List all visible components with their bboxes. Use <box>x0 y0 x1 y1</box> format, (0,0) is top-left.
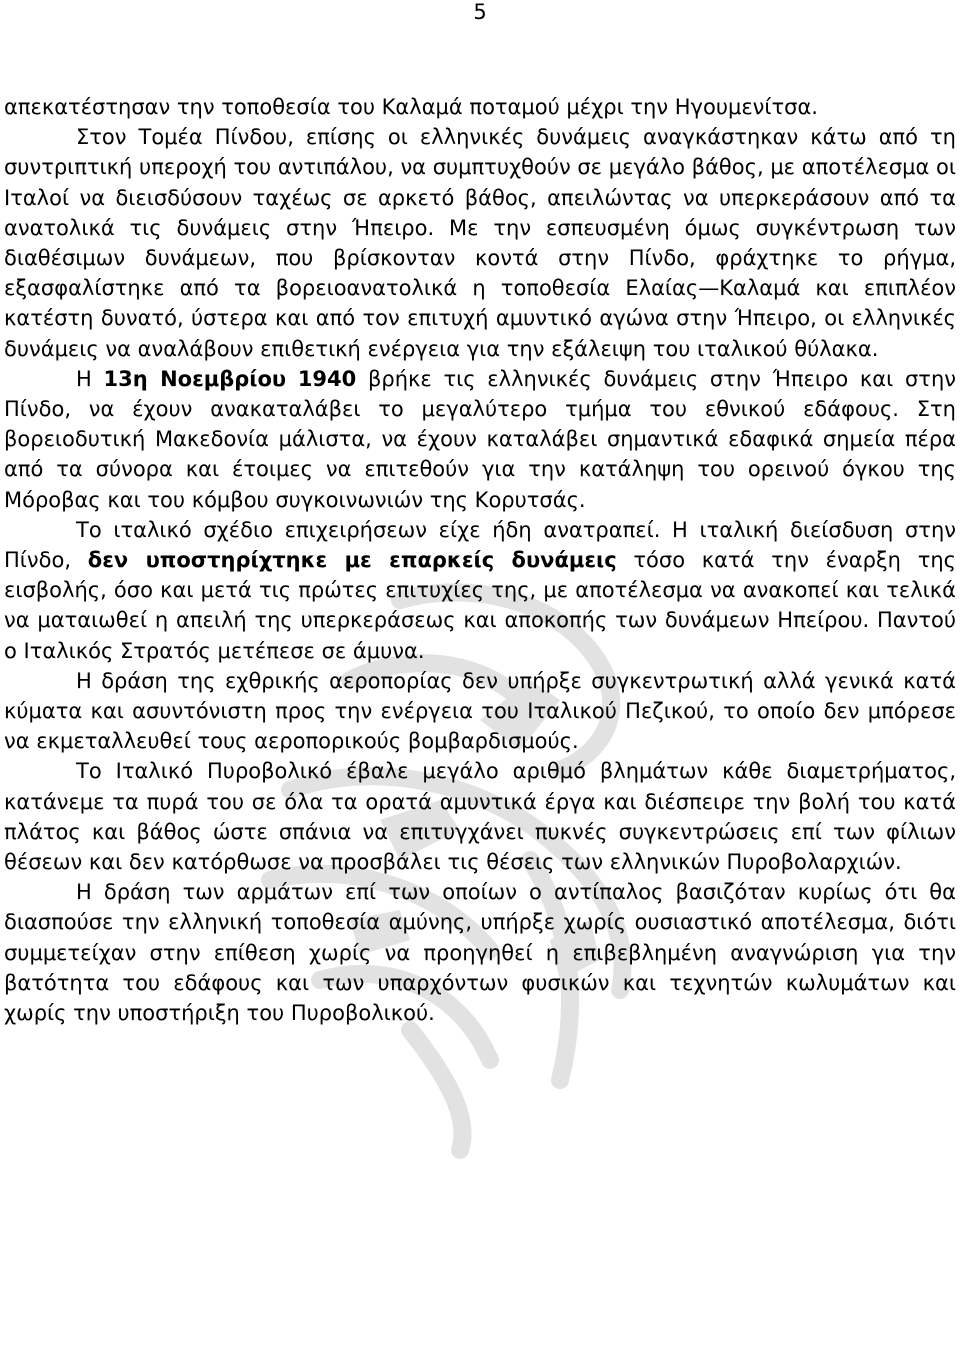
paragraph-3-rest: βρήκε τις ελληνικές δυνάμεις στην Ήπειρο και στην Πίνδο, να έχουν ανακαταλάβει το μεγαλύτερο τμήμα του εθνικού εδάφους. Στη βορειοδυτική Μακεδονία μάλιστα, να έχουν καταλάβει σημαντικά εδαφικά σημεία πέρα από τα σύνορα και έτοιμες να επιτεθούν για την κατάληψη του ορεινού όγκου της Μόροβας και του κόμβου συγκοινωνιών της Κορυτσάς. <box>4 366 956 512</box>
paragraph-6: Το Ιταλικό Πυροβολικό έβαλε μεγάλο αριθμό βλημάτων κάθε διαμετρήματος, κατάνεμε τα πυρά του σε όλα τα ορατά αμυντικά έργα και διέσπειρε την βολή του κατά πλάτος και βάθος ώστε σπάνια να επιτυγχάνει πυκνές συγκεντρώσεις επί των φίλιων θέσεων και δεν κατόρθωσε να προσβάλει τις θέσεις των ελληνικών Πυροβολαρχιών. <box>4 759 956 875</box>
paragraph-4 <box>4 515 956 666</box>
paragraph-3-prefix: Η <box>76 366 104 391</box>
paragraph-3 <box>4 364 956 515</box>
paragraph-1: απεκατέστησαν την τοποθεσία του Καλαμά ποταμού μέχρι την Ηγουμενίτσα. <box>4 95 818 119</box>
date-year-bold: 1940 <box>297 366 357 391</box>
paragraph-4-rest: τόσο κατά την έναρξη της εισβολής, όσο και μετά τις πρώτες επιτυχίες της, με αποτέλεσμα να ανακοπεί και τελικά να ματαιωθεί η απειλή της υπερκεράσεως και αποκοπής των δυνάμεων Ηπείρου. Παντού ο Ιταλικός Στρατός μετέπεσε σε άμυνα. <box>4 548 956 663</box>
paragraph-2: Στον Τομέα Πίνδου, επίσης οι ελληνικές δυνάμεις αναγκάστηκαν κάτω από τη συντριπτική υπεροχή του αντιπάλου, να συμπτυχθούν σε μεγάλο βάθος, με αποτέλεσμα οι Ιταλοί να διεισδύσουν ταχέως σε αρκετό βάθος, απειλώντας να υπερκεράσουν από τα ανατολικά τις δυνάμεις στην Ήπειρο. Με την εσπευσμένη όμως συγκέντρωση των διαθέσιμων δυνάμεων, που βρίσκονταν κοντά στην Πίνδο, φράχτηκε το ρήγμα, εξασφαλίστηκε από τα βορειοανατολικά η τοποθεσία Ελαίας—Καλαμά και επιπλέον κατέστη δυνατό, ύστερα και από τον επιτυχή αμυντικό αγώνα στην Ήπειρο, οι ελληνικές δυνάμεις να αναλάβουν επιθετική ενέργεια για την εξάλειψη του ιταλικού θύλακα. <box>4 125 956 361</box>
page-number: 5 <box>473 0 487 24</box>
date-day-bold: 13η Νοεμβρίου <box>103 366 287 391</box>
paragraph-5: Η δράση της εχθρικής αεροπορίας δεν υπήρξε συγκεντρωτική αλλά γενικά κατά κύματα και ασυντόνιστη προς την ενέργεια του Ιταλικού Πεζικού, το οποίο δεν μπόρεσε να εκμεταλλευθεί τους αεροπορικούς βομβαρδισμούς. <box>4 668 956 754</box>
paragraph-4-prefix: Το ιταλικό σχέδιο επιχειρήσεων είχε ήδη ανατραπεί. Η ιταλική διείσδυση στην Πίνδο, <box>4 517 956 573</box>
document-body <box>4 92 956 1028</box>
emphasis-bold: δεν υποστηρίχτηκε με επαρκείς δυνάμεις <box>87 548 617 573</box>
paragraph-7: Η δράση των αρμάτων επί των οποίων ο αντίπαλος βασιζόταν κυρίως ότι θα διασπούσε την ελληνική τοποθεσία αμύνης, υπήρξε χωρίς ουσιαστικό αποτέλεσμα, διότι συμμετείχαν στην επίθεση χωρίς να προηγηθεί η επιβεβλημένη αναγνώριση για την βατότητα του εδάφους και των υπαρχόντων φυσικών και τεχνητών κωλυμάτων και χωρίς την υποστήριξη του Πυροβολικού. <box>4 880 956 1026</box>
